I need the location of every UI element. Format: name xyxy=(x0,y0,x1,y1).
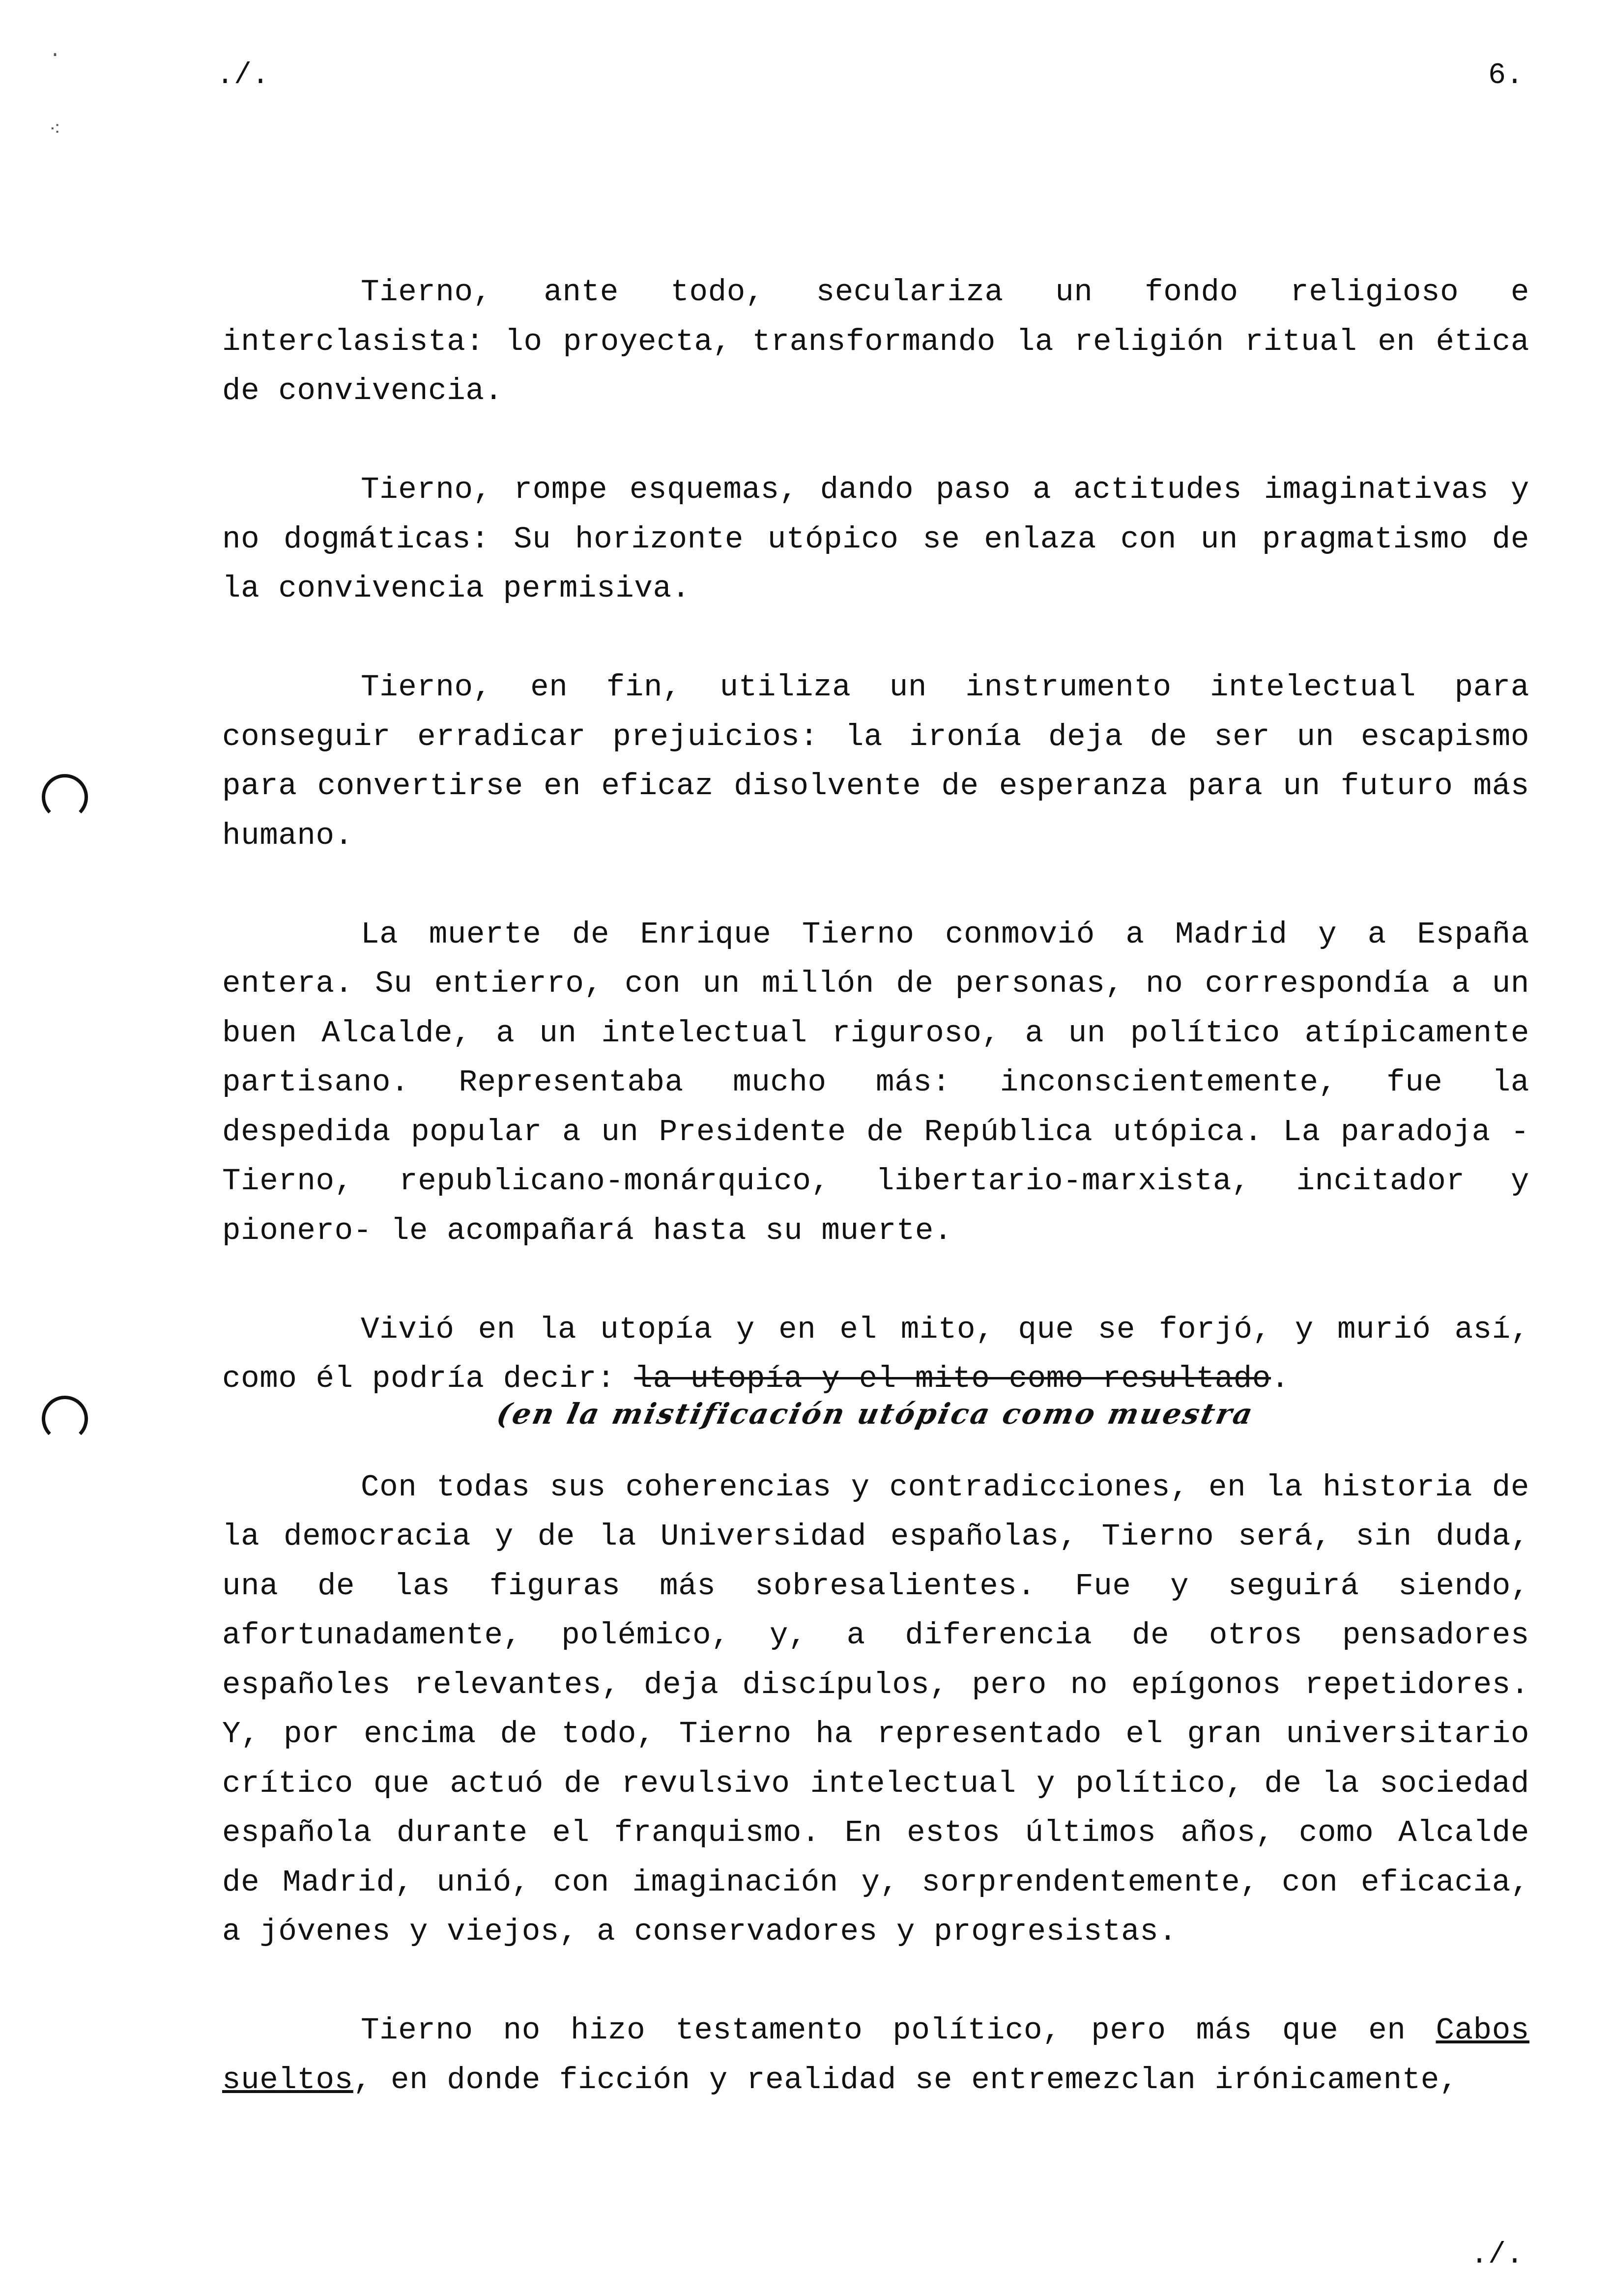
book-title: Cabos sueltos xyxy=(222,2013,1529,2097)
binder-hole-mark xyxy=(42,774,88,820)
continuation-marker-top: ./. xyxy=(216,59,270,92)
binder-hole-mark xyxy=(42,1396,88,1442)
continuation-marker-bottom: ./. xyxy=(1470,2239,1524,2272)
paragraph: Con todas sus coherencias y contradicciones, en la historia de la democracia y de la Universidad españolas, Tierno será, sin duda, una de las figuras más sobresalientes. Fue y seguirá siendo, afortunadamente, polémico, y, a diferencia de otros pensadores españoles relevantes, deja discípulos, pero no epígonos repetidores. Y, por encima de todo, Tierno ha representado el gran universitario crítico que actuó de revulsivo intelectual y político, de la sociedad española durante el franquismo. En estos últimos años, como Alcalde de Madrid, unió, con imaginación y, sorprendentemente, con eficacia, a jóvenes y viejos, a conservadores y progresistas. xyxy=(222,1469,1529,1949)
struck-out-text: la utopía y el mito como resultado xyxy=(634,1361,1271,1396)
paragraph-text: Vivió en la utopía y en el mito, que se forjó, y murió así, como él podría decir: xyxy=(222,1312,1529,1396)
paragraph: Tierno, rompe esquemas, dando paso a actitudes imaginativas y no dogmáticas: Su horizonte utópico se enlaza con un pragmatismo de la convivencia permisiva. xyxy=(222,472,1529,606)
paragraph: Tierno, ante todo, seculariza un fondo religioso e interclasista: lo proyecta, transformando la religión ritual en ética de convivencia. xyxy=(222,275,1529,408)
page-number: 6. xyxy=(1488,59,1524,92)
scan-speck: · xyxy=(49,44,61,66)
body-text xyxy=(222,268,1529,2154)
paragraph: La muerte de Enrique Tierno conmovió a Madrid y a España entera. Su entierro, con un millón de personas, no correspondía a un buen Alcalde, a un intelectual riguroso, a un político atípicamente partisano. Representaba mucho más: inconscientemente, fue la despedida popular a un Presidente de República utópica. La paradoja -Tierno, republicano-monárquico, libertario-marxista, incitador y pionero- le acompañará hasta su muerte. xyxy=(222,917,1529,1248)
paragraph-text: , en donde ficción y realidad se entremezclan irónicamente, xyxy=(353,2062,1459,2097)
paragraph: Tierno, en fin, utiliza un instrumento intelectual para conseguir erradicar prejuicios: la ironía deja de ser un escapismo para convertirse en eficaz disolvente de esperanza para un futuro más humano. xyxy=(222,670,1529,853)
paragraph xyxy=(222,2006,1529,2105)
paragraph-text: Tierno no hizo testamento político, pero más que en xyxy=(361,2013,1406,2048)
sentence-end: . xyxy=(1270,1361,1290,1396)
paragraph-with-correction xyxy=(222,1305,1529,1404)
scan-speck: ⁖ xyxy=(49,120,61,142)
handwritten-annotation: (en la mistificación utópica como muestra xyxy=(493,1397,1258,1431)
